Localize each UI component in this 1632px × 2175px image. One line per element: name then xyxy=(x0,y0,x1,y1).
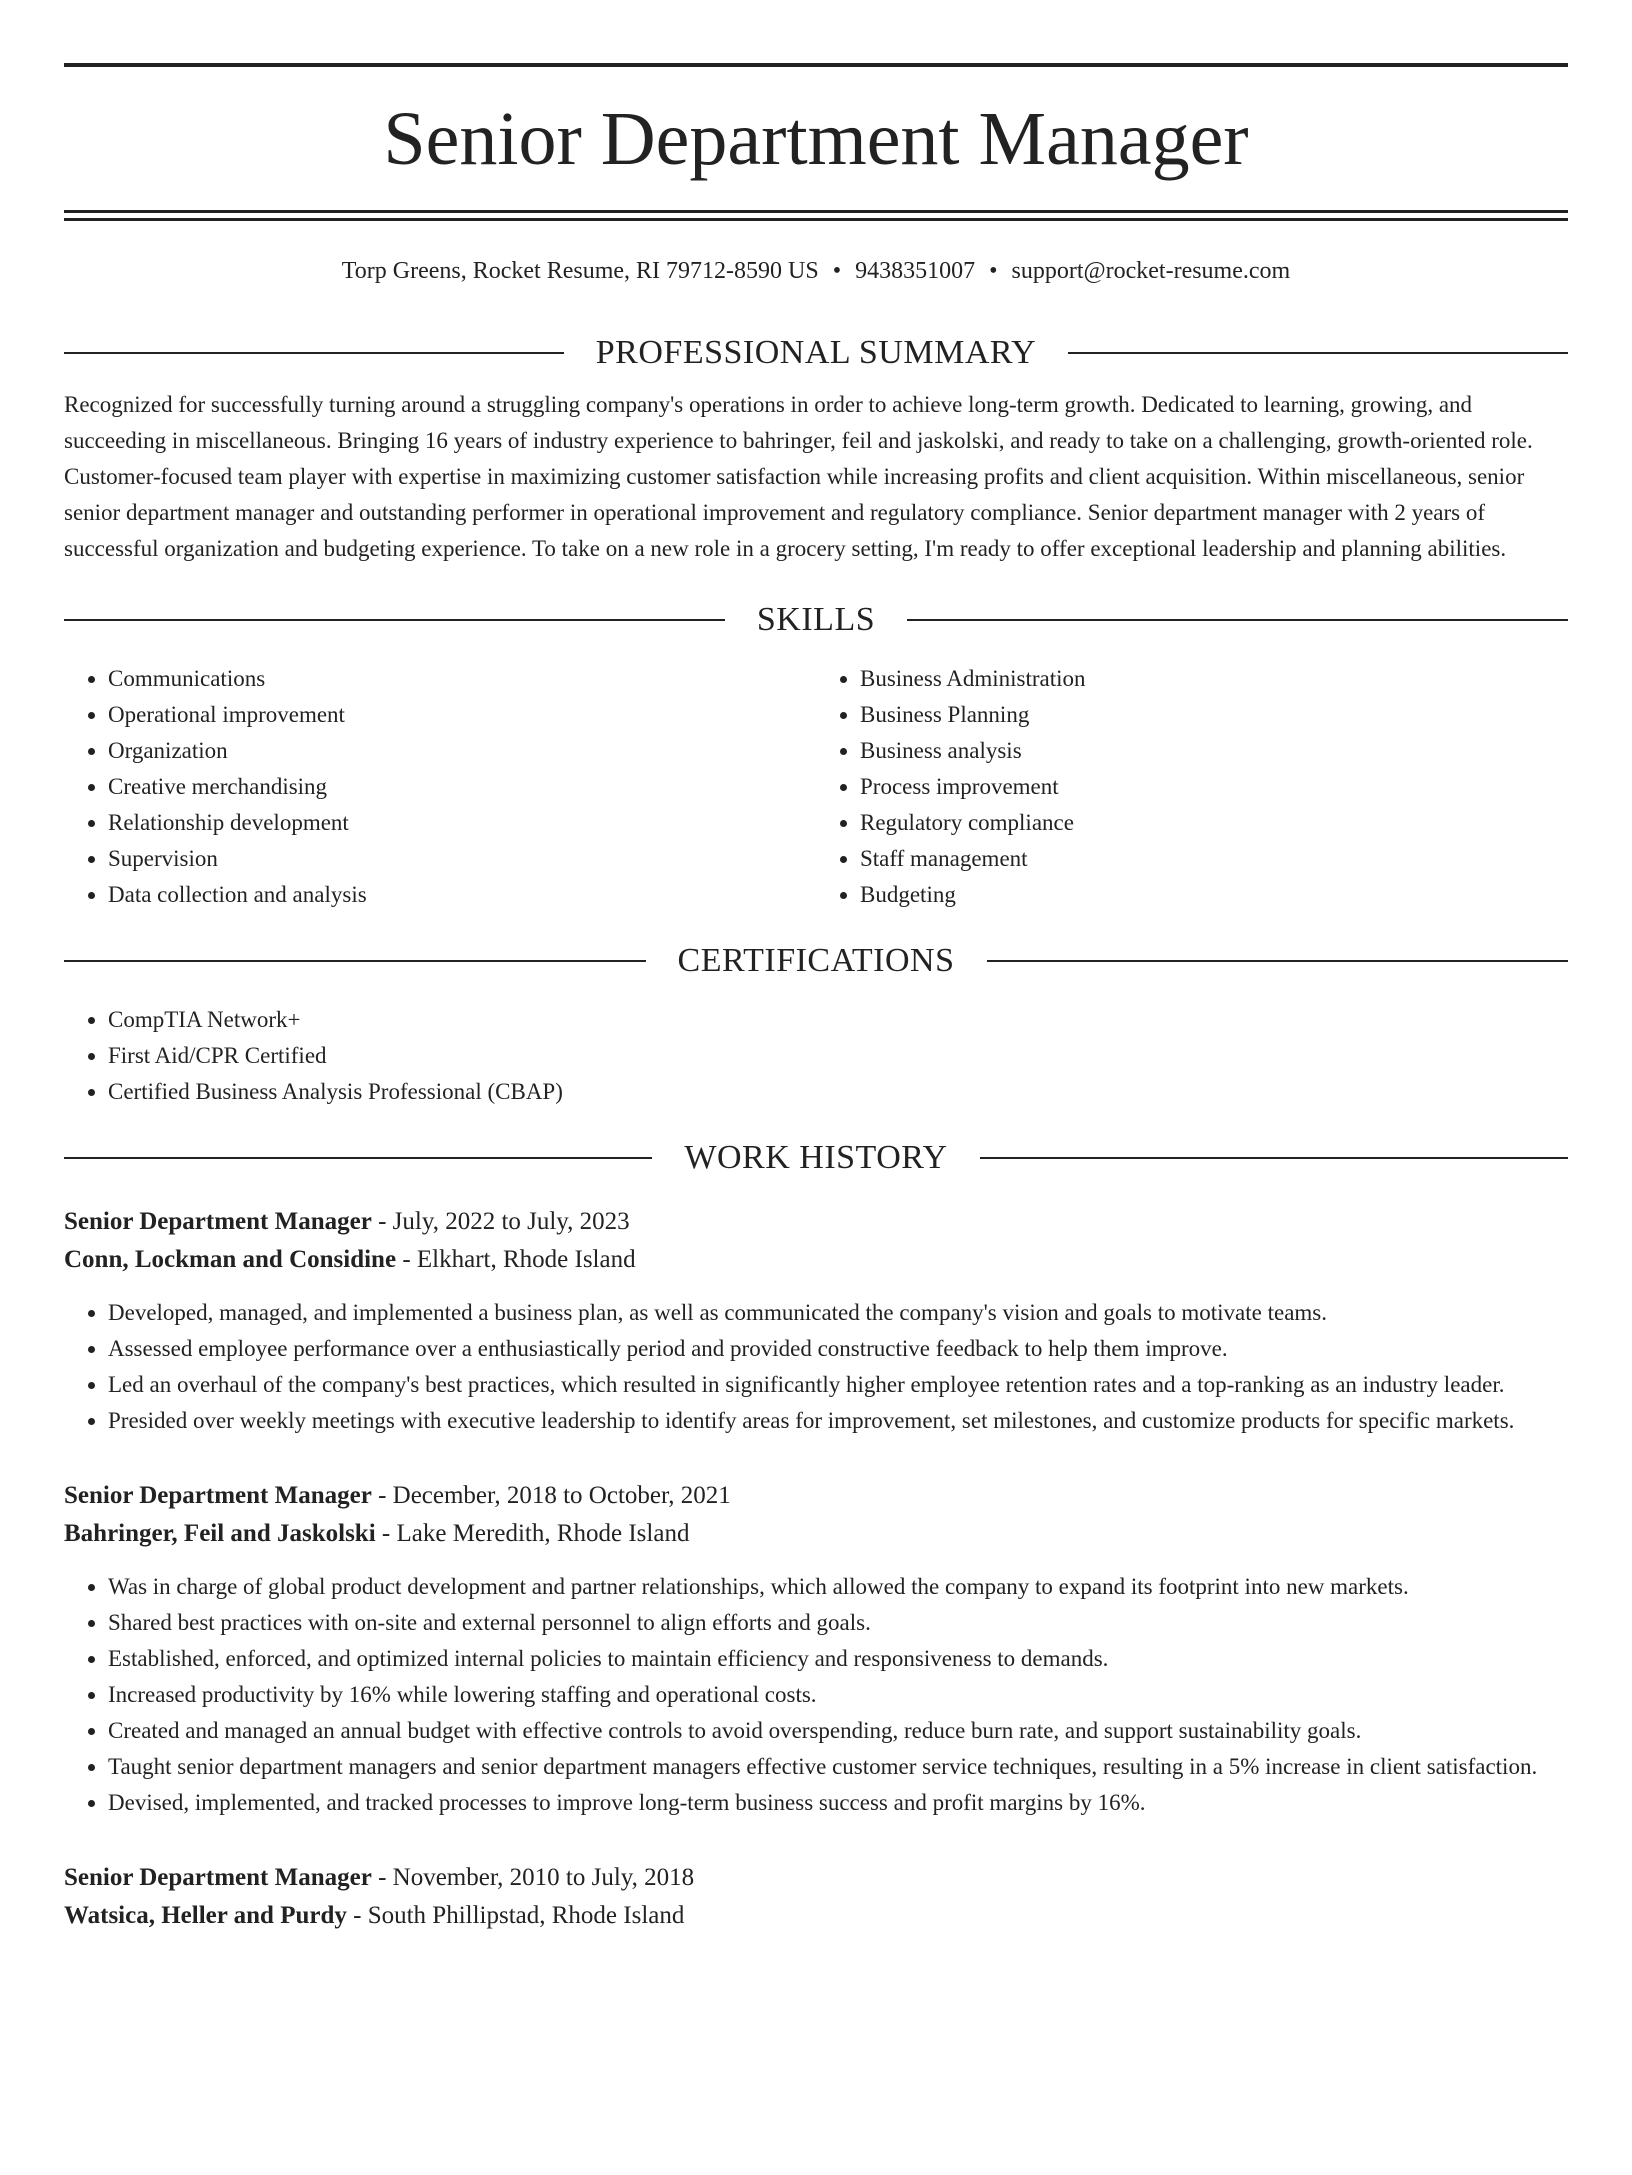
skill-item: • Data collection and analysis xyxy=(108,877,816,913)
skill-item: • Staff management xyxy=(860,841,1568,877)
job-dates: - November, 2010 to July, 2018 xyxy=(371,1864,695,1891)
job-entry xyxy=(64,1203,1568,1439)
section-heading-skills xyxy=(64,601,1568,639)
section-heading-label: PROFESSIONAL SUMMARY xyxy=(595,334,1037,371)
certification-item: • First Aid/CPR Certified xyxy=(108,1038,1568,1074)
job-company: Watsica, Heller and Purdy xyxy=(64,1902,347,1929)
skill-item: • Relationship development xyxy=(108,805,816,841)
job-bullet: • Created and managed an annual budget with effective controls to avoid overspending, reduce burn rate, and support sustainability goals. xyxy=(108,1713,1568,1749)
contact-address: Torp Greens, Rocket Resume, RI 79712-8590 US xyxy=(341,258,819,284)
job-bullet: • Assessed employee performance over a enthusiastically period and provided constructive feedback to help them improve. xyxy=(108,1331,1568,1367)
skill-item: • Process improvement xyxy=(860,769,1568,805)
section-rule xyxy=(64,1157,652,1159)
section-heading-label: CERTIFICATIONS xyxy=(677,942,955,979)
job-location: - South Phillipstad, Rhode Island xyxy=(346,1902,685,1929)
header-double-rule xyxy=(64,210,1568,221)
job-bullet: • Developed, managed, and implemented a business plan, as well as communicated the company's vision and goals to motivate teams. xyxy=(108,1295,1568,1331)
skill-item: • Regulatory compliance xyxy=(860,805,1568,841)
job-bullet: • Led an overhaul of the company's best practices, which resulted in significantly higher employee retention rates and a top-ranking as an industry leader. xyxy=(108,1367,1568,1403)
job-title: Senior Department Manager xyxy=(64,1482,372,1509)
job-location: - Elkhart, Rhode Island xyxy=(396,1246,636,1273)
section-rule xyxy=(64,352,564,354)
job-company-line xyxy=(64,1515,1568,1553)
skills-list-right xyxy=(816,661,1568,913)
job-company-line xyxy=(64,1897,1568,1935)
job-bullet: • Was in charge of global product development and partner relationships, which allowed the company to expand its footprint into new markets. xyxy=(108,1569,1568,1605)
skill-item: • Supervision xyxy=(108,841,816,877)
resume-page xyxy=(0,63,1632,2175)
skill-item: • Business analysis xyxy=(860,733,1568,769)
job-title-line xyxy=(64,1203,1568,1241)
job-bullet: • Taught senior department managers and senior department managers effective customer service techniques, resulting in a 5% increase in client satisfaction. xyxy=(108,1749,1568,1785)
summary-text: Recognized for successfully turning around a struggling company's operations in order to achieve long-term growth. Dedicated to learning, growing, and succeeding in miscellaneous. Bringing 16 years of industry experience to bahringer, feil and jaskolski, and ready to take on a challenging, growth-oriented role. Customer-focused team player with expertise in maximizing customer satisfaction while increasing profits and client acquisition. Within miscellaneous, senior senior department manager and outstanding performer in operational improvement and regulatory compliance. Senior department manager with 2 years of successful organization and budgeting experience. To take on a new role in a grocery setting, I'm ready to offer exceptional leadership and planning abilities. xyxy=(64,392,1533,561)
section-rule xyxy=(64,960,646,962)
skill-item: • Operational improvement xyxy=(108,697,816,733)
job-bullet: • Established, enforced, and optimized internal policies to maintain efficiency and responsiveness to demands. xyxy=(108,1641,1568,1677)
contact-email: support@rocket-resume.com xyxy=(1011,258,1291,284)
job-title: Senior Department Manager xyxy=(64,1208,372,1235)
job-bullets xyxy=(64,1569,1568,1821)
section-heading-label: WORK HISTORY xyxy=(684,1139,948,1176)
section-heading-summary xyxy=(64,334,1568,372)
job-title-line xyxy=(64,1477,1568,1515)
job-title: Senior Department Manager xyxy=(64,1864,372,1891)
skill-item: • Business Planning xyxy=(860,697,1568,733)
job-entry xyxy=(64,1859,1568,1935)
skill-item: • Budgeting xyxy=(860,877,1568,913)
job-location: - Lake Meredith, Rhode Island xyxy=(375,1520,690,1547)
contact-line xyxy=(64,256,1568,286)
job-bullets xyxy=(64,1295,1568,1439)
section-rule xyxy=(987,960,1569,962)
resume-name: Senior Department Manager xyxy=(383,97,1249,181)
section-heading-label: SKILLS xyxy=(756,601,876,638)
certification-item: • Certified Business Analysis Professional (CBAP) xyxy=(108,1074,1568,1110)
certifications-list xyxy=(64,1002,1568,1110)
job-bullet: • Devised, implemented, and tracked processes to improve long-term business success and profit margins by 16%. xyxy=(108,1785,1568,1821)
section-rule xyxy=(1068,352,1568,354)
skill-item: • Business Administration xyxy=(860,661,1568,697)
job-dates: - July, 2022 to July, 2023 xyxy=(371,1208,630,1235)
job-company: Conn, Lockman and Considine xyxy=(64,1246,397,1273)
job-title-line xyxy=(64,1859,1568,1897)
skill-item: • Organization xyxy=(108,733,816,769)
contact-separator: • xyxy=(832,258,842,284)
skills-columns xyxy=(64,661,1568,913)
skill-item: • Creative merchandising xyxy=(108,769,816,805)
section-heading-work-history xyxy=(64,1139,1568,1177)
job-bullet: • Shared best practices with on-site and external personnel to align efforts and goals. xyxy=(108,1605,1568,1641)
skill-item: • Communications xyxy=(108,661,816,697)
job-entry xyxy=(64,1477,1568,1821)
section-rule xyxy=(907,619,1568,621)
section-rule xyxy=(64,619,725,621)
job-company-line xyxy=(64,1241,1568,1279)
section-rule xyxy=(980,1157,1568,1159)
job-bullet: • Presided over weekly meetings with executive leadership to identify areas for improvement, set milestones, and customize products for specific markets. xyxy=(108,1403,1568,1439)
certification-item: • CompTIA Network+ xyxy=(108,1002,1568,1038)
contact-separator: • xyxy=(989,258,998,284)
skills-list-left xyxy=(64,661,816,913)
job-bullet: • Increased productivity by 16% while lowering staffing and operational costs. xyxy=(108,1677,1568,1713)
contact-phone: 9438351007 xyxy=(855,258,976,284)
section-heading-certifications xyxy=(64,942,1568,980)
job-dates: - December, 2018 to October, 2021 xyxy=(371,1482,731,1509)
job-company: Bahringer, Feil and Jaskolski xyxy=(64,1520,376,1547)
